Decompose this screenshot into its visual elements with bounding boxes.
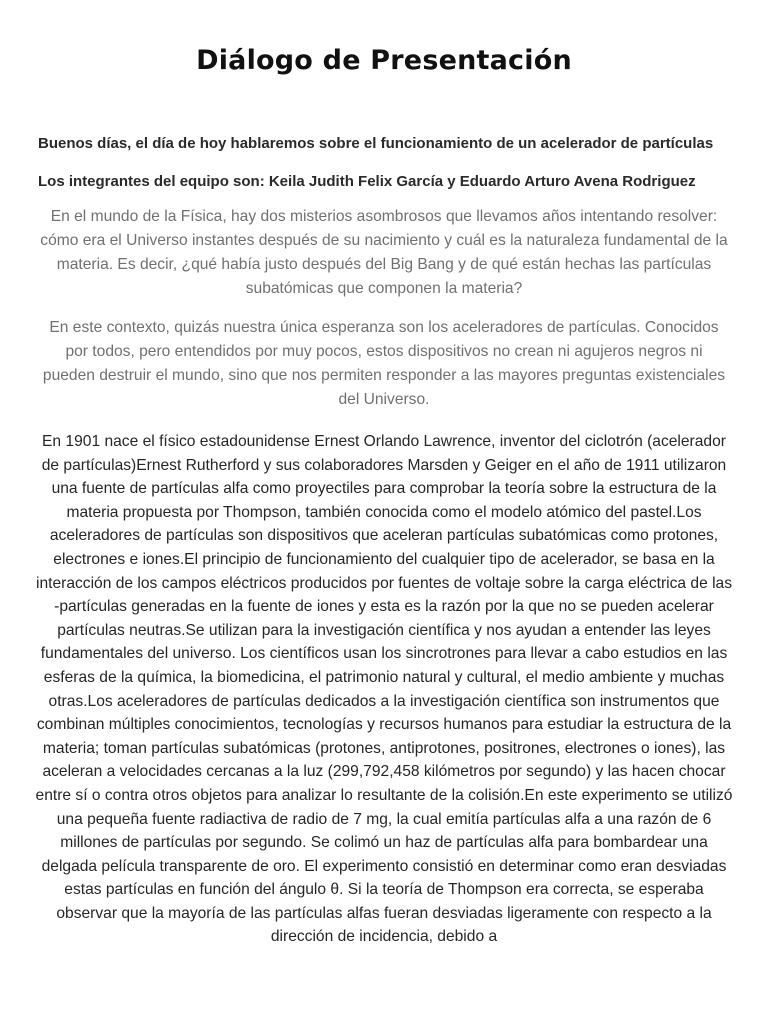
paragraph-physics-mysteries: En el mundo de la Física, hay dos misterios asombrosos que llevamos años intentando resolver: cómo era el Universo instantes después de su nacimiento y cuál es la naturaleza fundamental de la materia. Es decir, ¿qué había justo después del Big Bang y de qué están hechas las partículas subatómicas que componen la materia?: [40, 208, 728, 297]
intro-greeting: Buenos días, el día de hoy hablaremos sobre el funcionamiento de un acelerador de partículas: [38, 135, 714, 152]
page-title: Diálogo de Presentación: [196, 45, 572, 76]
paragraph-history-and-function: En 1901 nace el físico estadounidense Ernest Orlando Lawrence, inventor del ciclotrón (acelerador de partículas)Ernest Rutherford y sus colaboradores Marsden y Geiger en el año de 1911 utilizaron una fuente de partículas alfa como proyectiles para comprobar la teoría sobre la estructura de la materia propuesta por Thompson, también conocida como el modelo atómico del pastel.Los aceleradores de partículas son dispositivos que aceleran partículas subatómicas como protones, electrones e iones.El principio de funcionamiento del cualquier tipo de acelerador, se basa en la interacción de los campos eléctricos producidos por fuentes de voltaje sobre la carga eléctrica de las -partículas generadas en la fuente de iones y esta es la razón por la que no se pueden acelerar partículas neutras.Se utilizan para la investigación científica y nos ayudan a entender las leyes fundamentales del universo. Los científicos usan los sincrotrones para llevar a cabo estudios en las esferas de la química, la biomedicina, el patrimonio natural y cultural, el medio ambiente y muchas otras.Los aceleradores de partículas dedicados a la investigación científica son instrumentos que combinan múltiples conocimientos, tecnologías y recursos humanos para estudiar la estructura de la materia; toman partículas subatómicas (protones, antiprotones, positrones, electrones o iones), las aceleran a velocidades cercanas a la luz (299,792,458 kilómetros por segundo) y las hacen chocar entre sí o contra otros objetos para analizar lo resultante de la colisión.En este experimento se utilizó una pequeña fuente radiactiva de radio de 7 mg, la cual emitía partículas alfa a una razón de 6 millones de partículas por segundo. Se colimó un haz de partículas alfa para bombardear una delgada película transparente de oro. El experimento consistió en determinar como eran desviadas estas partículas en función del ángulo θ. Si la teoría de Thompson era correcta, se esperaba observar que la mayoría de las partículas alfas fueran desviadas ligeramente con respecto a la dirección de incidencia, debido a: [35, 433, 733, 946]
paragraph-accelerators-hope: En este contexto, quizás nuestra única esperanza son los aceleradores de partículas. Conocidos por todos, pero entendidos por muy pocos, estos dispositivos no crean ni agujeros negros ni pueden destruir el mundo, sino que nos permiten responder a las mayores preguntas existenciales del Universo.: [42, 319, 726, 408]
intro-team: Los integrantes del equipo son: Keila Judith Felix García y Eduardo Arturo Avena Rodriguez: [38, 173, 696, 190]
